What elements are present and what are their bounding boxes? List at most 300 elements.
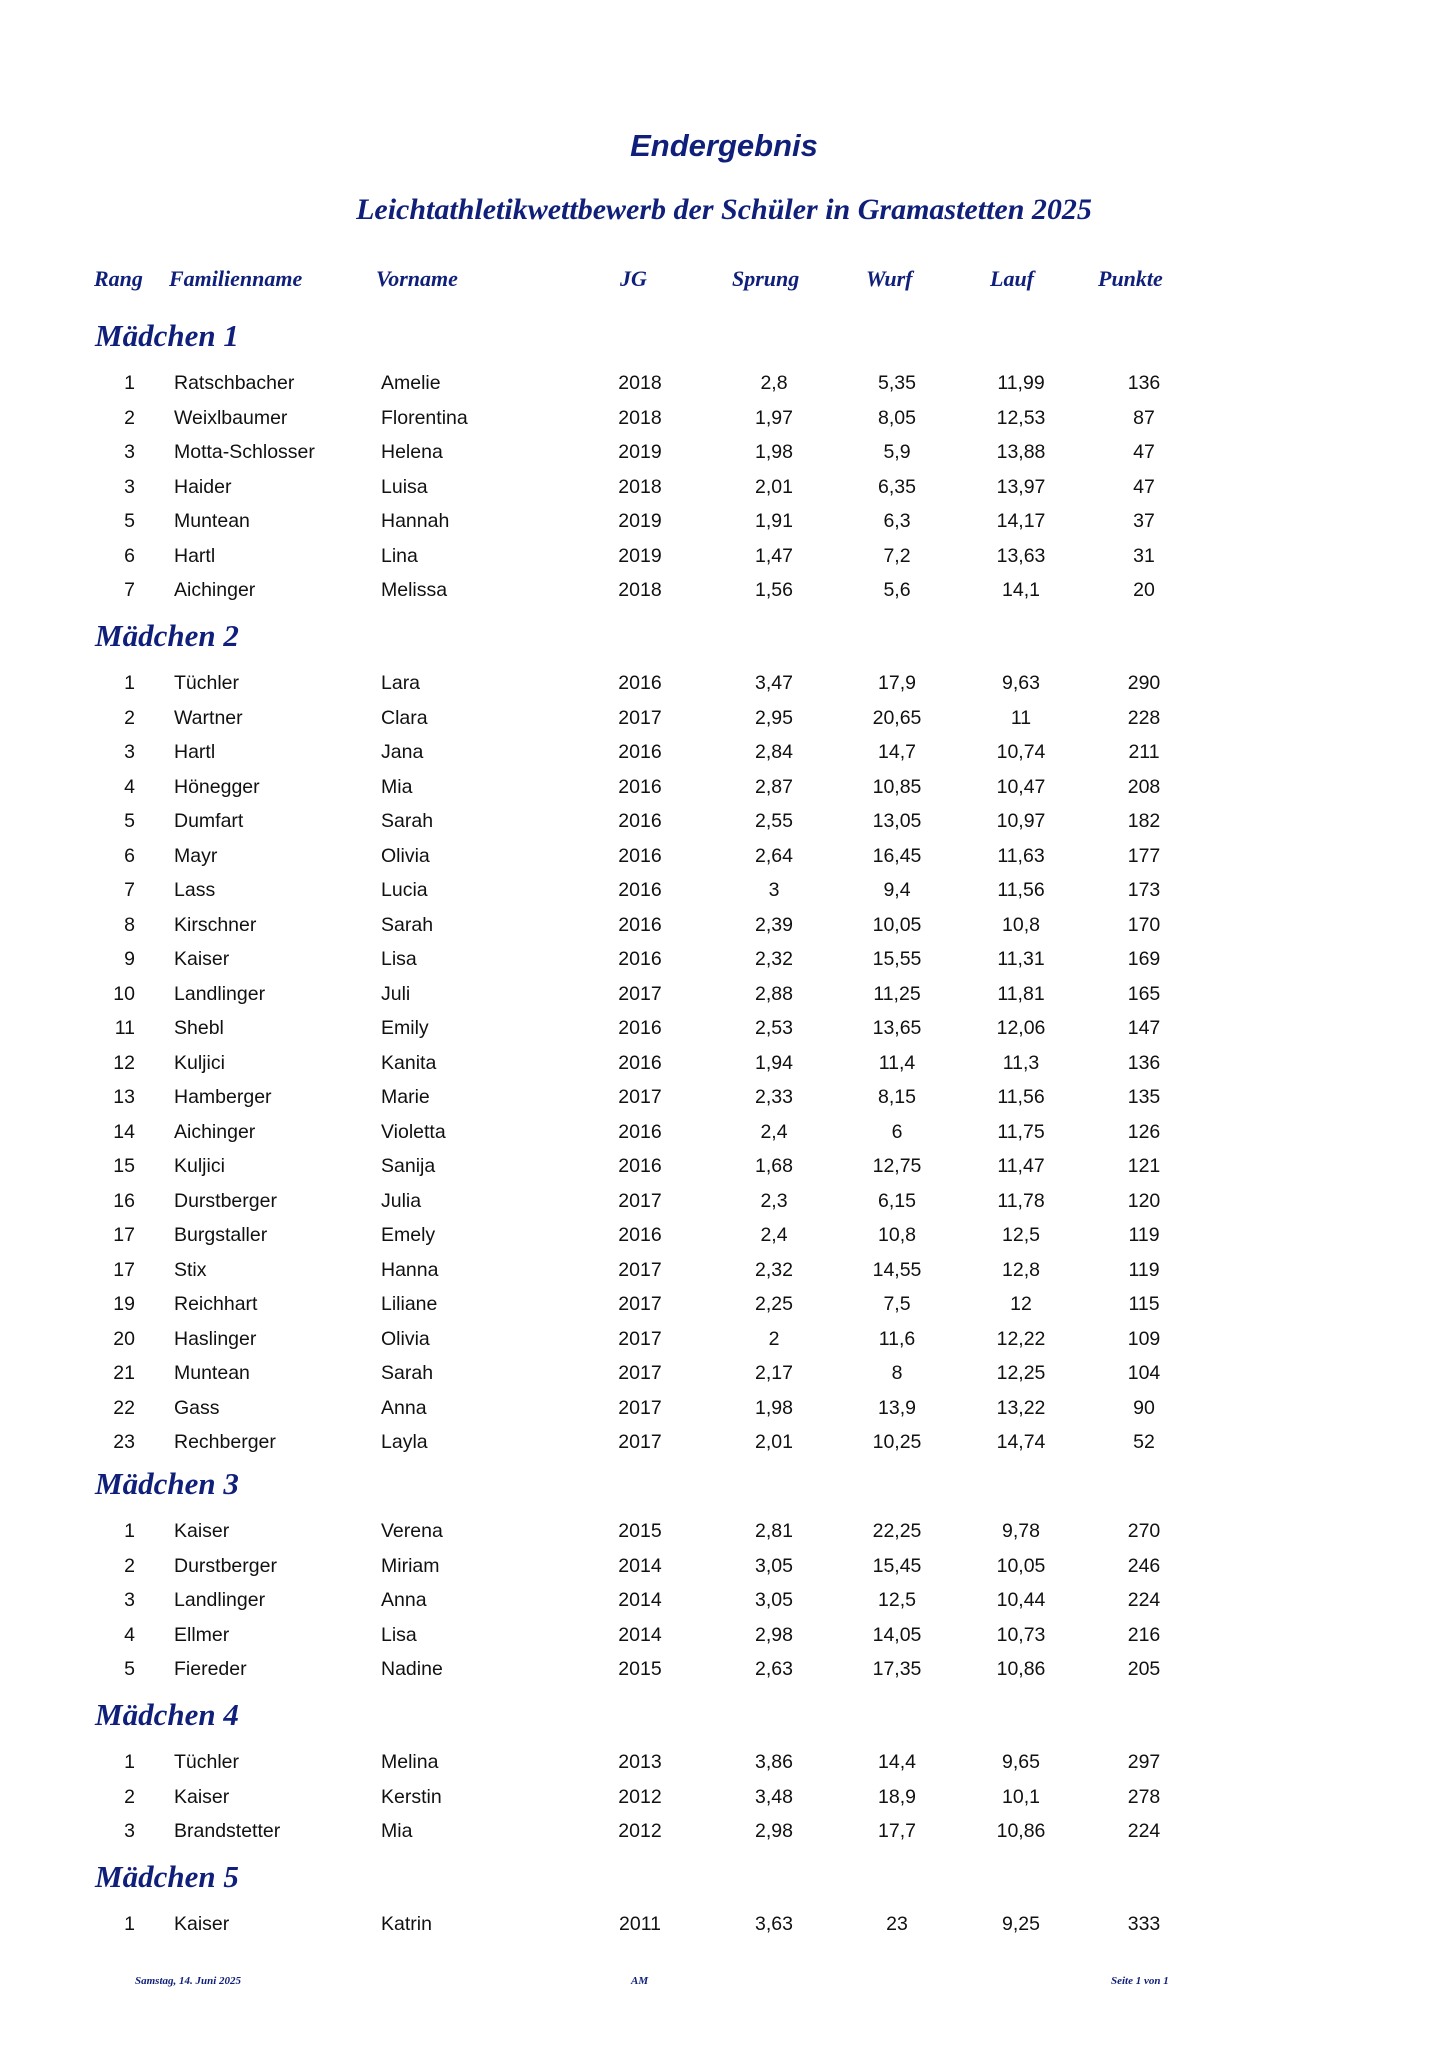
cell-sprung: 2,32 [755,1258,793,1281]
cell-vorname: Lisa [381,1623,417,1646]
cell-familienname: Aichinger [174,579,256,601]
section-heading: Mädchen 2 [95,618,239,653]
cell-wurf: 17,9 [878,672,916,694]
cell-familienname: Hartl [174,741,216,763]
cell-sprung: 2,01 [755,475,793,498]
cell-wurf: 8,05 [878,406,916,429]
cell-vorname: Melina [381,1751,439,1773]
cell-punkte: 126 [1127,1120,1161,1143]
cell-lauf: 11,78 [997,1189,1045,1212]
cell-lauf: 9,63 [1002,672,1040,694]
cell-vorname: Juli [381,982,411,1005]
cell-punkte: 119 [1128,1258,1160,1281]
cell-sprung: 3,05 [755,1589,793,1611]
cell-vorname: Lisa [381,948,417,970]
cell-lauf: 12,25 [996,1362,1046,1384]
cell-familienname: Gass [174,1396,220,1419]
cell-sprung: 2,88 [755,982,793,1005]
cell-jg: 2016 [618,844,662,867]
cell-familienname: Burgstaller [174,1224,268,1246]
cell-sprung: 1,98 [755,441,793,463]
cell-vorname: Amelie [381,372,441,394]
cell-wurf: 10,8 [878,1224,916,1246]
cell-rang: 16 [113,1189,135,1212]
cell-vorname: Jana [381,741,424,763]
cell-lauf: 9,25 [1002,1913,1040,1935]
cell-rang: 1 [124,1751,135,1773]
cell-lauf: 11,99 [997,372,1045,394]
cell-rang: 3 [124,441,135,463]
cell-jg: 2018 [618,372,662,394]
cell-punkte: 224 [1127,1820,1161,1842]
cell-sprung: 2,63 [755,1658,793,1680]
section-heading: Mädchen 5 [95,1859,239,1894]
cell-familienname: Fiereder [174,1658,247,1680]
cell-punkte: 87 [1133,406,1155,429]
cell-wurf: 17,7 [878,1820,916,1842]
column-header-familienname: Familienname [169,266,303,291]
cell-lauf: 10,8 [1002,913,1040,936]
cell-rang: 3 [124,1589,135,1611]
cell-jg: 2015 [618,1520,662,1542]
cell-vorname: Olivia [381,844,430,867]
cell-vorname: Liliane [381,1293,438,1315]
cell-sprung: 2,98 [755,1820,793,1842]
section-heading: Mädchen 1 [95,318,239,353]
cell-rang: 2 [124,706,135,729]
cell-vorname: Violetta [381,1120,446,1143]
cell-rang: 5 [124,510,135,532]
cell-punkte: 224 [1127,1589,1161,1611]
cell-sprung: 3,48 [755,1785,793,1808]
cell-wurf: 13,05 [872,810,922,832]
footer-page: Seite 1 von 1 [1111,1975,1169,1987]
cell-rang: 3 [124,741,135,763]
cell-familienname: Rechberger [174,1431,276,1453]
cell-lauf: 13,63 [996,544,1046,567]
cell-familienname: Lass [174,879,216,901]
cell-rang: 8 [124,913,135,936]
cell-lauf: 12,53 [996,406,1046,429]
cell-lauf: 11,63 [997,844,1045,867]
cell-punkte: 278 [1127,1785,1161,1808]
cell-sprung: 1,47 [755,544,793,567]
cell-wurf: 15,55 [872,948,922,970]
cell-rang: 7 [124,879,135,901]
cell-wurf: 17,35 [872,1658,922,1680]
cell-rang: 3 [124,475,135,498]
column-header-sprung: Sprung [732,266,800,291]
cell-lauf: 12,8 [1002,1258,1040,1281]
cell-punkte: 246 [1127,1554,1161,1577]
cell-punkte: 135 [1127,1086,1161,1108]
cell-lauf: 14,1 [1002,579,1040,601]
cell-familienname: Kaiser [174,1785,230,1808]
cell-rang: 7 [124,579,135,601]
cell-punkte: 165 [1127,982,1161,1005]
cell-rang: 4 [124,1623,135,1646]
cell-rang: 5 [124,1658,135,1680]
column-header-wurf: Wurf [866,266,913,291]
cell-punkte: 177 [1127,844,1161,867]
cell-rang: 4 [124,775,135,798]
cell-punkte: 115 [1128,1293,1160,1315]
cell-jg: 2016 [618,741,662,763]
document-subtitle: Leichtathletikwettbewerb der Schüler in Gramastetten 2025 [356,193,1092,226]
cell-sprung: 2,87 [755,775,793,798]
cell-familienname: Muntean [174,510,250,532]
cell-wurf: 6,15 [878,1189,916,1212]
cell-vorname: Kerstin [381,1785,442,1808]
cell-sprung: 2,4 [760,1224,788,1246]
cell-sprung: 2,8 [760,372,788,394]
cell-wurf: 12,5 [878,1589,916,1611]
cell-rang: 2 [124,1554,135,1577]
cell-jg: 2017 [618,982,662,1005]
cell-sprung: 2,4 [760,1120,788,1143]
cell-familienname: Hönegger [174,775,260,798]
cell-rang: 2 [124,406,135,429]
cell-familienname: Brandstetter [174,1820,281,1842]
cell-rang: 3 [124,1820,135,1842]
cell-wurf: 9,4 [883,879,911,901]
cell-rang: 23 [113,1431,135,1453]
cell-wurf: 22,25 [872,1520,922,1542]
cell-vorname: Emily [381,1017,429,1039]
cell-wurf: 23 [886,1913,908,1935]
cell-wurf: 11,6 [878,1327,916,1350]
cell-punkte: 20 [1133,579,1155,601]
cell-jg: 2016 [618,1224,662,1246]
cell-punkte: 47 [1133,475,1155,498]
cell-punkte: 182 [1127,810,1161,832]
cell-lauf: 13,88 [996,441,1046,463]
cell-wurf: 13,65 [872,1017,922,1039]
cell-familienname: Landlinger [174,982,266,1005]
cell-vorname: Verena [381,1520,443,1542]
cell-jg: 2016 [618,1051,662,1074]
cell-sprung: 3 [768,879,780,901]
cell-wurf: 15,45 [872,1554,922,1577]
cell-sprung: 1,97 [755,406,793,429]
cell-sprung: 2,84 [755,741,793,763]
cell-jg: 2016 [618,1120,662,1143]
cell-wurf: 6 [891,1120,903,1143]
cell-vorname: Emely [381,1224,436,1246]
cell-lauf: 12 [1010,1293,1032,1315]
cell-punkte: 211 [1128,741,1160,763]
cell-sprung: 1,56 [755,579,793,601]
cell-familienname: Weixlbaumer [174,406,288,429]
cell-familienname: Aichinger [174,1120,256,1143]
cell-familienname: Dumfart [174,810,244,832]
cell-familienname: Tüchler [174,1751,240,1773]
cell-jg: 2019 [618,441,662,463]
cell-jg: 2018 [618,406,662,429]
cell-wurf: 10,25 [872,1431,922,1453]
cell-punkte: 90 [1133,1396,1155,1419]
cell-punkte: 37 [1133,510,1155,532]
cell-lauf: 11,75 [997,1120,1045,1143]
cell-punkte: 297 [1127,1751,1161,1773]
cell-rang: 9 [124,948,135,970]
cell-punkte: 52 [1133,1431,1155,1453]
cell-punkte: 173 [1127,879,1161,901]
cell-familienname: Kuljici [174,1155,225,1177]
cell-punkte: 205 [1127,1658,1161,1680]
cell-familienname: Kirschner [174,913,257,936]
cell-rang: 11 [114,1017,135,1039]
cell-lauf: 10,1 [1002,1785,1040,1808]
cell-rang: 1 [124,372,135,394]
cell-jg: 2016 [618,879,662,901]
cell-wurf: 14,05 [872,1623,922,1646]
cell-sprung: 2,25 [755,1293,793,1315]
cell-familienname: Hamberger [174,1086,272,1108]
cell-jg: 2011 [619,1913,661,1935]
cell-vorname: Luisa [381,475,428,498]
cell-rang: 6 [124,844,135,867]
cell-vorname: Lucia [381,879,428,901]
cell-lauf: 10,47 [996,775,1046,798]
cell-punkte: 333 [1127,1913,1161,1935]
cell-vorname: Sarah [381,913,434,936]
cell-wurf: 14,7 [878,741,916,763]
column-header-vorname: Vorname [376,266,458,291]
cell-vorname: Sarah [381,1362,434,1384]
cell-sprung: 1,91 [755,510,793,532]
cell-jg: 2016 [618,1155,662,1177]
cell-punkte: 216 [1127,1623,1161,1646]
cell-vorname: Melissa [381,579,448,601]
cell-familienname: Mayr [174,844,218,867]
cell-familienname: Ellmer [174,1623,230,1646]
cell-vorname: Lina [381,544,418,567]
column-header-jg: JG [620,266,647,291]
cell-wurf: 12,75 [872,1155,922,1177]
cell-sprung: 2,33 [755,1086,793,1108]
cell-lauf: 10,97 [996,810,1046,832]
cell-sprung: 2,81 [755,1520,793,1542]
cell-vorname: Marie [381,1086,430,1108]
cell-rang: 1 [124,1520,135,1542]
cell-jg: 2014 [618,1589,662,1611]
cell-jg: 2017 [618,1086,662,1108]
cell-rang: 13 [113,1086,135,1108]
document-title: Endergebnis [630,128,818,163]
cell-sprung: 2,55 [755,810,793,832]
cell-familienname: Motta-Schlosser [174,441,315,463]
section-heading: Mädchen 3 [95,1466,239,1501]
cell-lauf: 10,44 [996,1589,1046,1611]
cell-lauf: 11,31 [997,948,1045,970]
cell-familienname: Reichhart [174,1293,258,1315]
cell-vorname: Anna [381,1589,427,1611]
cell-punkte: 47 [1133,441,1155,463]
cell-lauf: 10,86 [996,1820,1046,1842]
cell-lauf: 9,65 [1002,1751,1040,1773]
cell-punkte: 120 [1127,1189,1161,1212]
cell-lauf: 12,06 [996,1017,1046,1039]
cell-punkte: 121 [1127,1155,1161,1177]
cell-sprung: 3,47 [755,672,793,694]
cell-lauf: 11,56 [997,1086,1045,1108]
cell-sprung: 3,05 [755,1554,793,1577]
cell-wurf: 8,15 [878,1086,916,1108]
cell-jg: 2012 [618,1820,662,1842]
cell-wurf: 14,4 [878,1751,916,1773]
section-heading: Mädchen 4 [95,1697,239,1732]
cell-familienname: Wartner [174,706,243,729]
cell-jg: 2016 [618,913,662,936]
cell-lauf: 12,22 [996,1327,1046,1350]
cell-vorname: Hanna [381,1258,439,1281]
cell-jg: 2018 [618,579,662,601]
cell-jg: 2016 [618,1017,662,1039]
cell-lauf: 14,17 [996,510,1046,532]
cell-vorname: Helena [381,441,443,463]
cell-vorname: Clara [381,706,428,729]
cell-wurf: 11,4 [878,1051,916,1074]
cell-punkte: 270 [1127,1520,1161,1542]
cell-wurf: 10,05 [872,913,922,936]
column-header-lauf: Lauf [990,266,1034,291]
cell-familienname: Haslinger [174,1327,257,1350]
cell-vorname: Sarah [381,810,434,832]
cell-sprung: 1,68 [755,1155,793,1177]
cell-lauf: 9,78 [1002,1520,1040,1542]
cell-sprung: 2,53 [755,1017,793,1039]
cell-punkte: 228 [1127,706,1161,729]
cell-jg: 2014 [618,1554,662,1577]
cell-familienname: Ratschbacher [174,372,295,394]
cell-sprung: 1,98 [755,1396,793,1419]
cell-familienname: Landlinger [174,1589,266,1611]
column-header-punkte: Punkte [1098,266,1163,291]
cell-sprung: 1,94 [755,1051,793,1074]
cell-wurf: 6,35 [878,475,916,498]
cell-wurf: 11,25 [873,982,921,1005]
cell-jg: 2017 [618,706,662,729]
cell-lauf: 11,56 [997,879,1045,901]
cell-punkte: 170 [1127,913,1161,936]
cell-vorname: Anna [381,1396,427,1419]
cell-jg: 2015 [618,1658,662,1680]
cell-familienname: Haider [174,475,232,498]
cell-punkte: 290 [1127,672,1161,694]
cell-vorname: Nadine [381,1658,443,1680]
cell-rang: 2 [124,1785,135,1808]
cell-rang: 15 [113,1155,135,1177]
cell-familienname: Durstberger [174,1554,277,1577]
cell-rang: 12 [113,1051,135,1074]
cell-vorname: Mia [381,775,413,798]
cell-jg: 2012 [618,1785,662,1808]
cell-jg: 2017 [618,1396,662,1419]
cell-familienname: Muntean [174,1362,250,1384]
cell-familienname: Hartl [174,544,216,567]
cell-jg: 2019 [618,510,662,532]
cell-rang: 19 [113,1293,135,1315]
cell-lauf: 11,47 [997,1155,1045,1177]
cell-wurf: 16,45 [872,844,922,867]
cell-punkte: 31 [1133,544,1155,567]
cell-lauf: 10,74 [996,741,1046,763]
cell-wurf: 5,6 [883,579,911,601]
column-header-rang: Rang [94,266,143,291]
cell-lauf: 13,22 [996,1396,1046,1419]
cell-vorname: Katrin [381,1913,432,1935]
cell-wurf: 20,65 [872,706,922,729]
cell-rang: 1 [124,672,135,694]
cell-lauf: 11,81 [997,982,1045,1005]
cell-vorname: Hannah [381,510,450,532]
cell-jg: 2018 [618,475,662,498]
cell-vorname: Mia [381,1820,413,1842]
cell-vorname: Julia [381,1189,422,1212]
cell-lauf: 10,73 [996,1623,1046,1646]
cell-sprung: 2 [768,1327,780,1350]
cell-rang: 1 [124,1913,135,1935]
cell-sprung: 2,17 [755,1362,793,1384]
cell-rang: 6 [124,544,135,567]
footer-author: AM [631,1975,649,1987]
cell-rang: 14 [113,1120,135,1143]
cell-jg: 2013 [618,1751,662,1773]
cell-lauf: 10,05 [996,1554,1046,1577]
cell-jg: 2014 [618,1623,662,1646]
cell-familienname: Kaiser [174,1913,230,1935]
cell-familienname: Kuljici [174,1051,225,1074]
cell-sprung: 2,98 [755,1623,793,1646]
cell-lauf: 14,74 [996,1431,1046,1453]
cell-punkte: 208 [1127,775,1161,798]
cell-sprung: 2,64 [755,844,793,867]
cell-familienname: Durstberger [174,1189,277,1212]
cell-lauf: 11,3 [1002,1051,1040,1074]
cell-jg: 2017 [618,1327,662,1350]
cell-vorname: Layla [381,1431,428,1453]
cell-vorname: Miriam [381,1554,440,1577]
cell-wurf: 14,55 [872,1258,922,1281]
cell-jg: 2019 [618,544,662,567]
cell-rang: 21 [113,1362,135,1384]
cell-jg: 2016 [618,672,662,694]
cell-sprung: 2,3 [760,1189,788,1212]
cell-sprung: 2,01 [755,1431,793,1453]
cell-jg: 2016 [618,948,662,970]
cell-punkte: 136 [1127,372,1161,394]
cell-wurf: 10,85 [872,775,922,798]
cell-jg: 2017 [618,1258,662,1281]
cell-sprung: 3,86 [755,1751,793,1773]
cell-rang: 10 [113,982,135,1005]
cell-punkte: 136 [1127,1051,1161,1074]
cell-jg: 2017 [618,1431,662,1453]
cell-punkte: 109 [1127,1327,1161,1350]
cell-vorname: Florentina [381,406,468,429]
cell-familienname: Shebl [174,1017,224,1039]
cell-sprung: 3,63 [755,1913,793,1935]
cell-vorname: Kanita [381,1051,437,1074]
cell-jg: 2017 [618,1362,662,1384]
cell-jg: 2017 [618,1189,662,1212]
cell-vorname: Olivia [381,1327,430,1350]
footer-date: Samstag, 14. Juni 2025 [135,1975,242,1987]
cell-vorname: Lara [381,672,421,694]
cell-punkte: 147 [1127,1017,1161,1039]
cell-jg: 2016 [618,810,662,832]
